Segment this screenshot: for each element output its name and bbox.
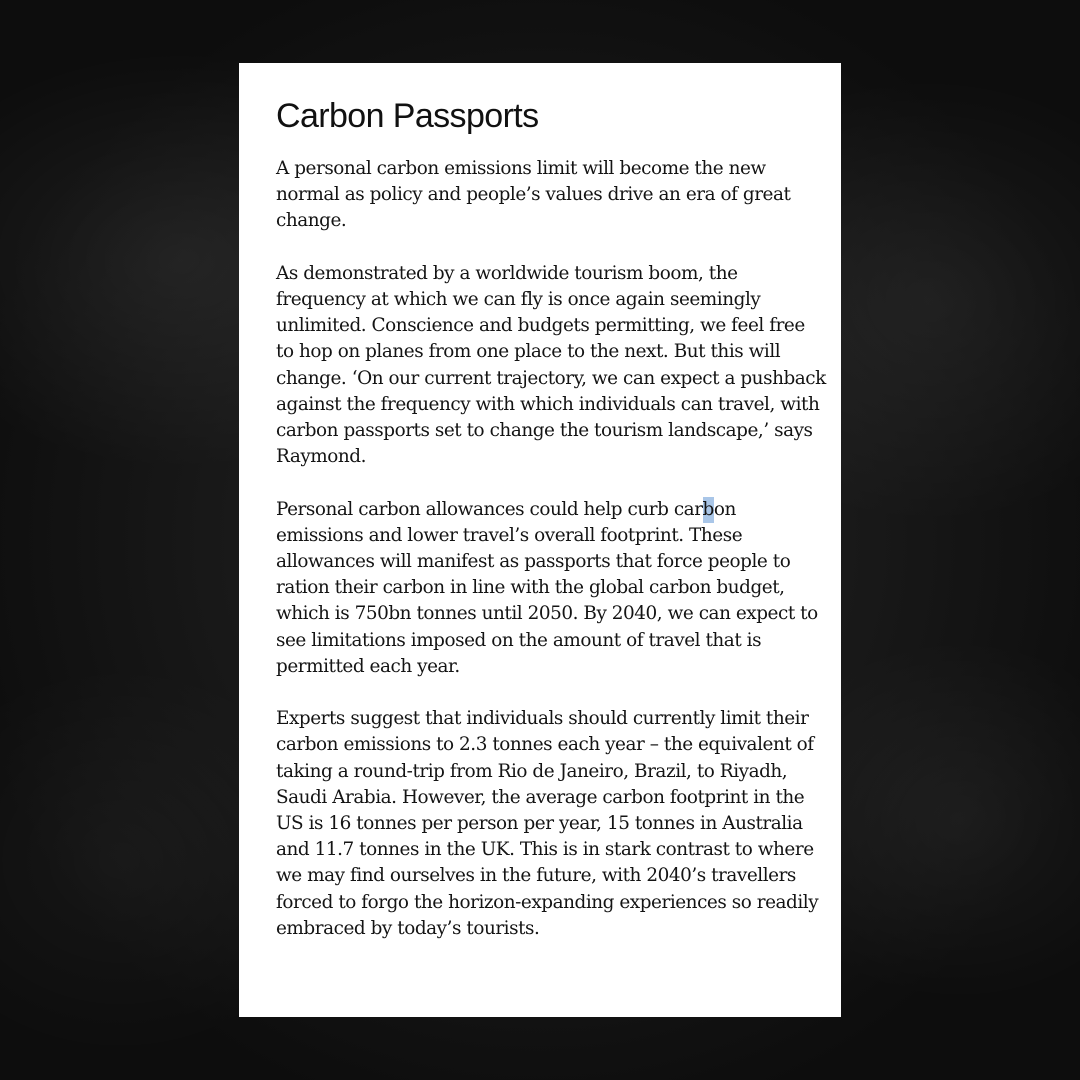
paragraph-carbon-allowances[interactable] (276, 497, 826, 680)
article-title: Carbon Passports (276, 97, 539, 135)
paragraph-text-before-caret: Personal carbon allowances could help curb car (276, 498, 703, 520)
paragraph-tourism-boom[interactable]: As demonstrated by a worldwide tourism boom, the frequency at which we can fly is once again seemingly unlimited. Conscience and budgets permitting, we feel free to hop on planes from one place to the next. But this will change. ‘On our current trajectory, we can expect a pushback against the frequency with which individuals can travel, with carbon passports set to change the tourism landscape,’ says Raymond. (276, 262, 826, 468)
paragraph-experts[interactable]: Experts suggest that individuals should currently limit their carbon emissions to 2.3 tonnes each year – the equivalent of taking a round-trip from Rio de Janeiro, Brazil, to Riyadh, Saudi Arabia. However, the average carbon footprint in the US is 16 tonnes per person per year, 15 tonnes in Australia and 11.7 tonnes in the UK. This is in stark contrast to where we may find ourselves in the future, with 2040’s travellers forced to forgo the horizon-expanding experiences so readily embraced by today’s tourists. (276, 708, 819, 939)
paragraph-intro[interactable]: A personal carbon emissions limit will become the new normal as policy and people’s values drive an era of great change. (276, 158, 791, 232)
text-selection-caret[interactable]: b (703, 497, 714, 523)
paragraph-text-after-caret: on emissions and lower travel’s overall footprint. These allowances will manifest as passports that force people to ration their carbon in line with the global carbon budget, which is 750bn tonnes until 2050. By 2040, we can expect to see limitations imposed on the amount of travel that is permitted each year. (276, 498, 818, 677)
article-card (239, 63, 841, 1017)
article-body (276, 156, 826, 968)
